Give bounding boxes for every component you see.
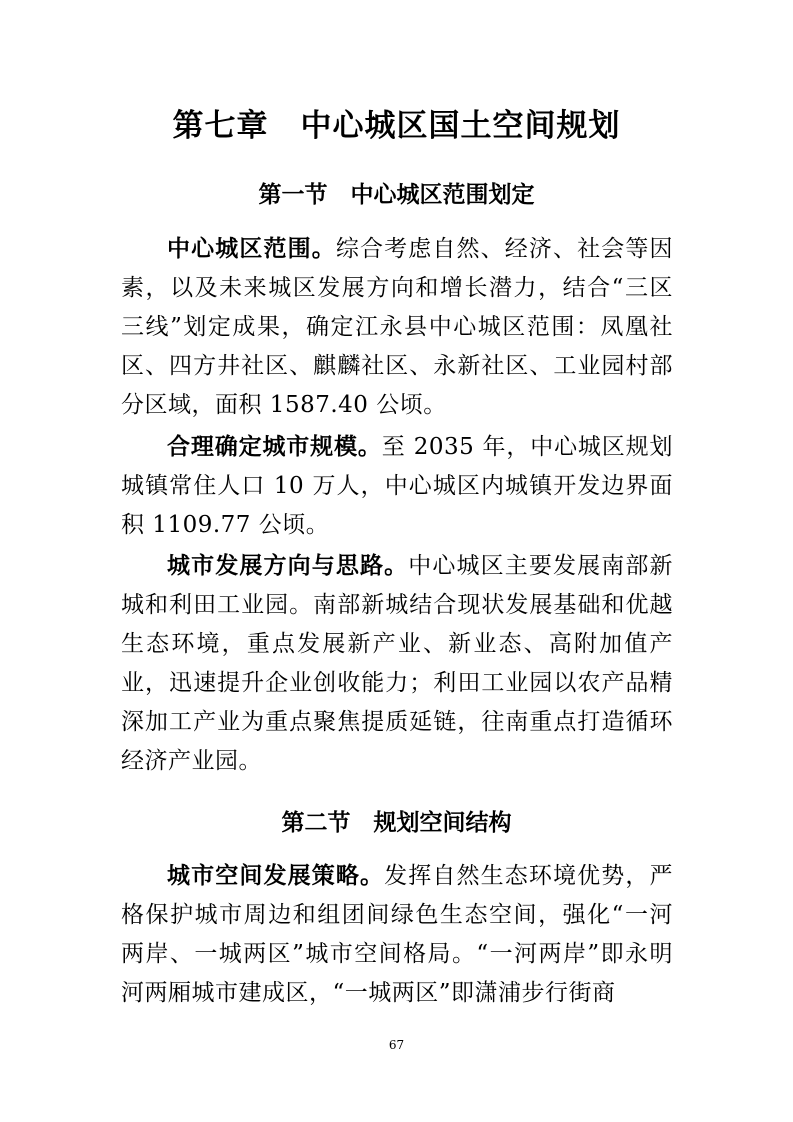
paragraph-spatial-strategy: [121, 856, 673, 1013]
page-number: 67: [388, 1038, 405, 1052]
section-title-2: 第二节 规划空间结构: [281, 810, 512, 836]
paragraph-text: 发挥自然生态环境优势，严格保护城市周边和组团间绿色生态空间，强化“一河两岸、一城两区”城市空间格局。“一河两岸”即永明河两厢城市建成区，“一城两区”即潇浦步行街商: [121, 863, 673, 1006]
paragraph-lead: 中心城区范围。: [167, 235, 336, 262]
paragraph-text: 中心城区主要发展南部新城和利田工业园。南部新城结合现状发展基础和优越生态环境，重点发展新产业、新业态、高附加值产业，迅速提升企业创收能力；利田工业园以农产品精深加工产业为重点聚焦提质延链，往南重点打造循环经济产业园。: [121, 553, 673, 774]
paragraph-lead: 合理确定城市规模。: [167, 433, 382, 460]
paragraph-text: 至 2035 年，中心城区规划城镇常住人口 10 万人，中心城区内城镇开发边界面积 1109.77 公顷。: [121, 434, 674, 538]
paragraph-text: 综合考虑自然、经济、社会等因素，以及未来城区发展方向和增长潜力，结合“三区三线”划定成果，确定江永县中心城区范围：凤凰社区、四方井社区、麒麟社区、永新社区、工业园村部分区域，面积 1587.40 公顷。: [121, 236, 673, 418]
paragraph-city-scale: [121, 427, 673, 545]
paragraph-lead: 城市发展方向与思路。: [167, 552, 409, 579]
paragraph-central-urban-area-scope: [121, 229, 673, 425]
paragraph-development-direction: [121, 546, 673, 781]
section-title-1: 第一节 中心城区范围划定: [258, 182, 535, 208]
chapter-title: 第七章 中心城区国土空间规划: [172, 108, 621, 144]
paragraph-lead: 城市空间发展策略。: [167, 862, 385, 889]
